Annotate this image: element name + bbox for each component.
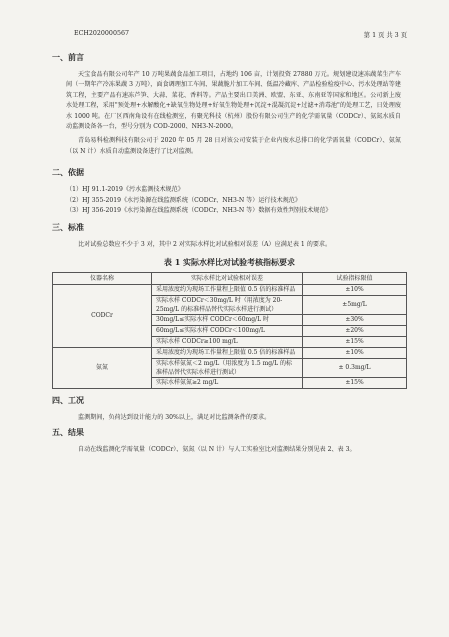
standard-paragraph: 比对试验总数应不少于 3 对，其中 2 对实际水样比对试验相对误差（A）应满足表 1 的要求。	[78, 241, 332, 249]
error-condition: 采用浓度约为现场工作量程上限值 0.5 倍的标准样品	[152, 284, 303, 295]
section-title-standard: 三、标准	[52, 222, 84, 233]
instrument-name: 氨氮	[53, 347, 152, 388]
limit-value: ±15%	[303, 377, 407, 388]
error-condition: 采用浓度约为现场工作量程上限值 0.5 倍的标准样品	[152, 347, 303, 358]
table-row	[53, 284, 407, 295]
error-condition: 实际水样 CODCr＜30mg/L 时（用浓度为 20-25mg/L 的标准样品替代实际水样进行测试）	[152, 295, 303, 314]
section-title-basis: 二、依据	[52, 167, 84, 178]
basis-list	[66, 185, 407, 216]
table-header-row	[53, 272, 407, 284]
instrument-name: CODCr	[53, 284, 152, 347]
report-body	[52, 52, 407, 459]
doc-id: ECH2020000567	[74, 30, 129, 37]
col-header: 仪器名称	[53, 272, 152, 284]
table-title: 表 1 实际水样比对试验考核指标要求	[163, 256, 296, 267]
section-title-conditions: 四、工况	[52, 394, 84, 405]
col-header: 实际水样比对试验相对误差	[152, 272, 303, 284]
error-condition: 30mg/L≤实际水样 CODCr＜60mg/L 时	[152, 314, 303, 325]
page-header	[74, 30, 407, 39]
table-row	[53, 347, 407, 358]
section-title-preface: 一、前言	[52, 52, 84, 62]
preface-paragraph: 青岛易科检测科技有限公司于 2020 年 05 月 28 日对该公司安装于企业内废水总排口的化学需氧量（CODCr）、氨氮（以 N 计）水质自动监测设备进行了比对监测。	[66, 137, 401, 155]
criteria-table	[52, 272, 407, 389]
limit-value: ±10%	[303, 347, 407, 358]
page-number: 第 1 页 共 3 页	[363, 32, 407, 39]
error-condition: 实际水样 CODCr≥100 mg/L	[152, 336, 303, 347]
error-condition: 实际水样氨氮≥2 mg/L	[152, 377, 303, 388]
limit-value: ±10%	[303, 284, 407, 295]
limit-value: ±15%	[303, 336, 407, 347]
limit-value: ±20%	[303, 325, 407, 336]
limit-value: ±5mg/L	[303, 295, 407, 314]
preface-paragraph: 天宝食品有限公司年产 10 万吨果蔬食品加工项目，占地约 106 亩，计划投资 27880 万元。规划建设速冻蔬菜生产车间（一期年产冷冻果蔬 3 万吨），面食调理加工车间、果蔬脆片加工车间、低温冷藏库、产品检验检疫中心、污水处理站等建筑工程，主要产品有速冻芦笋、大蒜、菜花、香料等。产品主要出口美洲、欧盟、东亚、东南亚等国家和地区。公司新上废水处理工程，采用"预处理+水解酸化+缺氧生物处理+好氧生物处理+沉淀+混凝沉淀+过滤+消毒池"的处理工艺，日处理废水 1000 吨。在厂区西南角设有在线检测室，有聚光科技（杭州）股份有限公司生产的化学需氧量（CODCr）、氨氮水质自动监测设备各一台，型号分别为 COD-2000、NH3-N-2000。	[66, 71, 401, 131]
basis-item: （2）HJ 355-2019《水污染源在线监测系统（CODCr、NH3-N 等）运行技术规范》	[66, 196, 301, 204]
basis-item: （3）HJ 356-2019《水污染源在线监测系统（CODCr、NH3-N 等）数据有效性判别技术规范》	[66, 206, 332, 214]
limit-value: ±30%	[303, 314, 407, 325]
limit-value: ± 0.3mg/L	[303, 358, 407, 377]
conditions-paragraph: 监测期间，负荷达到设计能力的 30%以上，满足对比监测条件的要求。	[78, 413, 271, 421]
section-title-results: 五、结果	[52, 426, 84, 437]
results-paragraph: 自动在线监测化学需氧量（CODCr）、氨氮（以 N 计）与人工实验室比对监测结果分别见表 2、表 3。	[78, 445, 356, 453]
basis-item: （1）HJ 91.1-2019《污水监测技术规范》	[66, 186, 184, 194]
error-condition: 实际水样氨氮＜2 mg/L（用浓度为 1.5 mg/L 的标准样品替代实际水样进行测试）	[152, 358, 303, 377]
col-header: 试验指标限值	[303, 272, 407, 284]
error-condition: 60mg/L≤实际水样 CODCr＜100mg/L	[152, 325, 303, 336]
